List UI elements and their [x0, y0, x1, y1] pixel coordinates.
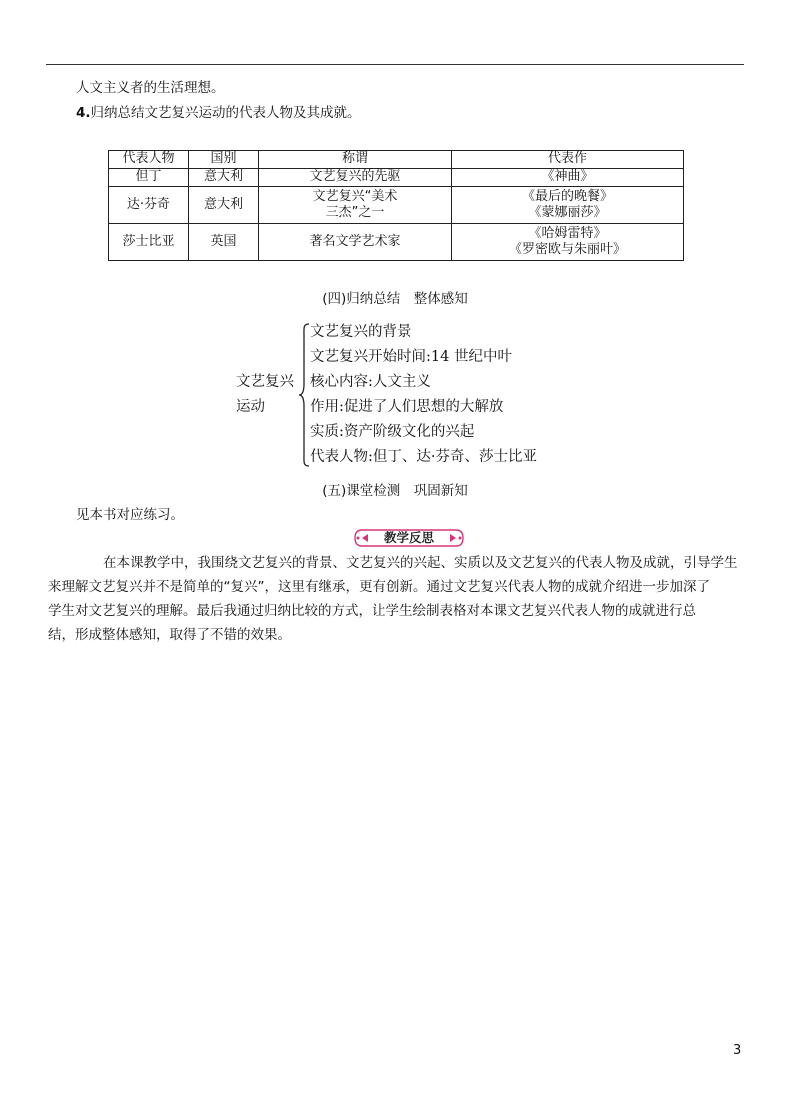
header-rule	[46, 64, 744, 65]
reflection-badge-label: 教学反思	[383, 530, 434, 545]
paragraph-line: 结，形成整体感知，取得了不错的效果。	[48, 627, 291, 643]
mindmap-item: 作用:促进了人们思想的大解放	[310, 399, 504, 415]
title-cell: 著名文学艺术家	[259, 224, 452, 261]
header-cell: 称谓	[259, 151, 452, 169]
work-line: 《蒙娜丽莎》	[528, 205, 607, 220]
brace-icon	[298, 322, 310, 468]
table-row	[109, 169, 684, 187]
mindmap-item: 实质:资产阶级文化的兴起	[310, 424, 475, 440]
person-cell: 莎士比亚	[109, 224, 189, 261]
paragraph-line: 在本课教学中，我围绕文艺复兴的背景、文艺复兴的兴起、实质以及文艺复兴的代表人物及成就，引导学生	[76, 555, 738, 571]
achievements-table	[108, 150, 684, 261]
mindmap-item: 文艺复兴的背景	[310, 324, 412, 340]
header-cell: 代表作	[452, 151, 684, 169]
mindmap-root	[236, 370, 294, 420]
works-cell: 《神曲》	[452, 169, 684, 187]
summary-mindmap	[236, 320, 576, 470]
person-cell: 但丁	[109, 169, 189, 187]
question-4	[76, 103, 361, 123]
reflection-badge	[352, 527, 466, 549]
section-4-title: (四)归纳总结 整体感知	[322, 291, 468, 307]
work-line: 《最后的晚餐》	[521, 188, 613, 204]
works-cell	[452, 224, 684, 261]
mindmap-root-line: 文艺复兴	[236, 374, 294, 390]
mindmap-items	[310, 320, 537, 470]
section-5-title: (五)课堂检测 巩固新知	[322, 483, 468, 499]
question-number: 4.	[76, 105, 91, 121]
mindmap-root-line: 运动	[236, 399, 265, 415]
reflection-paragraph	[48, 551, 744, 647]
question-text: 归纳总结文艺复兴运动的代表人物及其成就。	[90, 105, 361, 121]
title-line: 文艺复兴“美术	[312, 188, 398, 204]
mindmap-item: 代表人物:但丁、达·芬奇、莎士比亚	[310, 449, 537, 465]
page-number: 3	[733, 1043, 742, 1058]
country-cell: 意大利	[189, 169, 259, 187]
header-cell: 国别	[189, 151, 259, 169]
work-line: 《哈姆雷特》	[528, 225, 607, 241]
paragraph-line: 学生对文艺复兴的理解。最后我通过归纳比较的方式，让学生绘制表格对本课文艺复兴代表人物的成就进行总	[48, 603, 696, 619]
title-cell: 文艺复兴的先驱	[259, 169, 452, 187]
country-cell: 英国	[189, 224, 259, 261]
person-cell: 达·芬奇	[109, 187, 189, 224]
header-cell: 代表人物	[109, 151, 189, 169]
table-row	[109, 224, 684, 261]
title-cell	[259, 187, 452, 224]
mindmap-item: 核心内容:人文主义	[310, 374, 431, 390]
mindmap-item: 文艺复兴开始时间:14 世纪中叶	[310, 349, 512, 365]
country-cell: 意大利	[189, 187, 259, 224]
table-row	[109, 187, 684, 224]
table-header-row	[109, 151, 684, 169]
title-line: 三杰”之一	[325, 205, 385, 220]
continued-text: 人文主义者的生活理想。	[76, 80, 225, 96]
works-cell	[452, 187, 684, 224]
work-line: 《罗密欧与朱丽叶》	[508, 242, 626, 257]
practice-note: 见本书对应练习。	[76, 507, 184, 523]
paragraph-line: 来理解文艺复兴并不是简单的“复兴”，这里有继承，更有创新。通过文艺复兴代表人物的成就介绍进一步加深了	[48, 579, 710, 595]
